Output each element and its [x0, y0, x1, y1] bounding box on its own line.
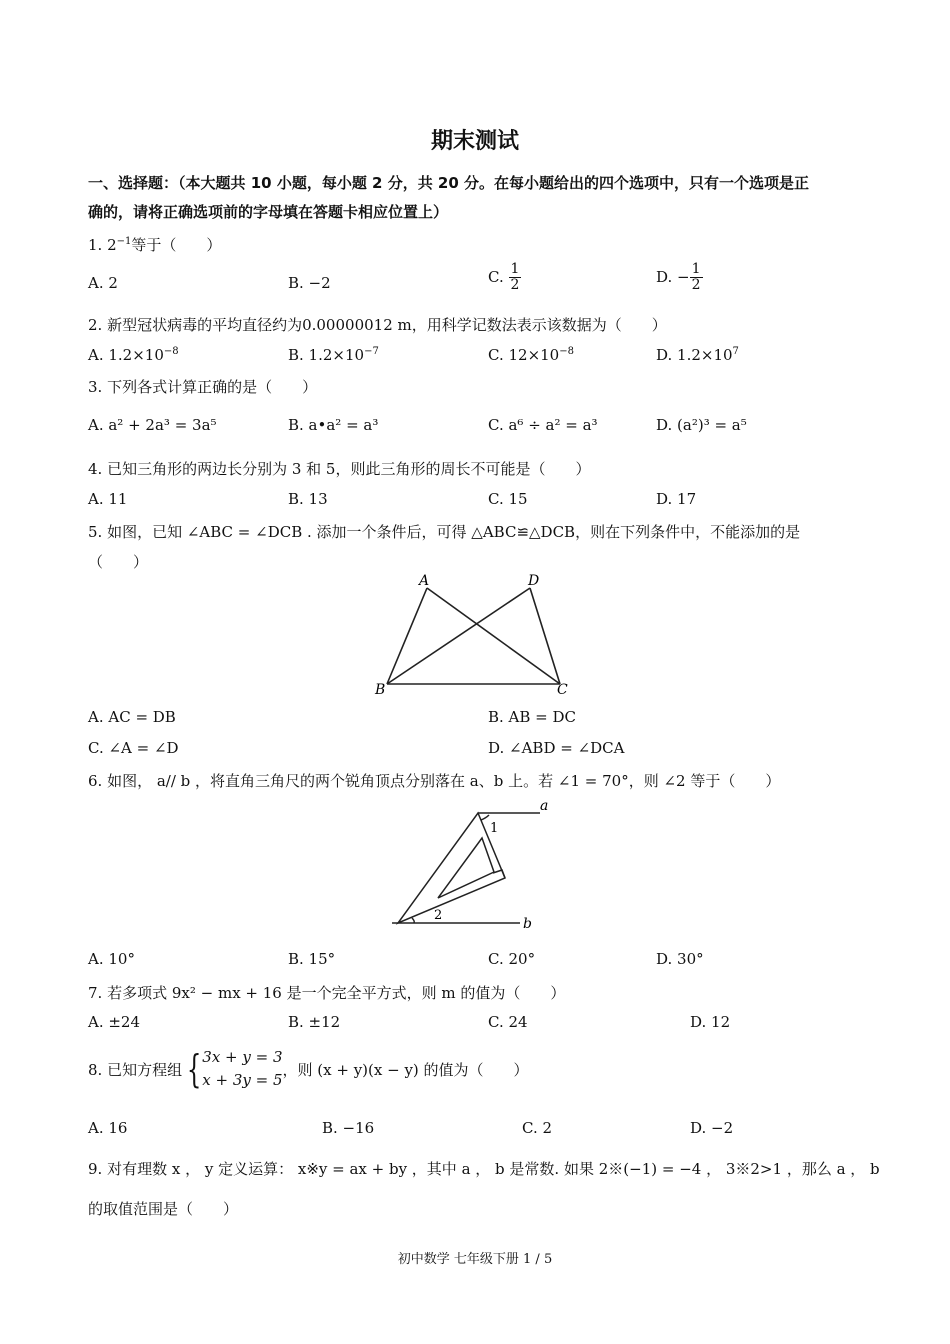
- q4-option-d: D. 17: [656, 490, 697, 508]
- q3-option-b: B. a•a² = a³: [288, 416, 379, 434]
- question-7: 7. 若多项式 9x² − mx + 16 是一个完全平方式，则 m 的值为（ ）: [88, 984, 566, 1002]
- question-9-line2: 的取值范围是（ ）: [88, 1200, 239, 1218]
- equation-1: 3x + y = 3: [202, 1048, 283, 1066]
- q7-option-a: A. ±24: [88, 1013, 141, 1031]
- q8-option-a: A. 16: [88, 1119, 128, 1137]
- page-title: 期末测试: [430, 129, 519, 154]
- equation-system: [202, 1046, 282, 1093]
- triangle-figure-q5: [370, 572, 580, 700]
- q7-option-c: C. 24: [488, 1013, 528, 1031]
- q1-option-c-label: C.: [488, 267, 504, 286]
- q1-suffix: 等于（ ）: [131, 236, 222, 254]
- question-4: 4. 已知三角形的两边长分别为 3 和 5，则此三角形的周长不可能是（ ）: [88, 460, 591, 478]
- q5-option-c: C. ∠A = ∠D: [88, 739, 179, 757]
- line-label-a: a: [540, 798, 549, 814]
- q3-option-a: A. a² + 2a³ = 3a⁵: [88, 416, 217, 434]
- q7-option-d: D. 12: [690, 1013, 731, 1031]
- q1-option-a: A. 2: [88, 274, 118, 292]
- q3-option-d: D. (a²)³ = a⁵: [656, 416, 747, 434]
- q8-option-d: D. −2: [690, 1119, 734, 1137]
- label-B: B: [375, 682, 386, 698]
- q6-option-d: D. 30°: [656, 950, 704, 968]
- q8-suffix: ，则 (x + y)(x − y) 的值为（ ）: [282, 1060, 529, 1079]
- q5-option-a: A. AC = DB: [88, 708, 176, 726]
- q1-option-d-fraction: $\frac{1}{2}$: [691, 261, 701, 294]
- section-instructions-line1: 一、选择题：（本大题共 10 小题，每小题 2 分，共 20 分。在每小题给出的四个选项中，只有一个选项是正: [88, 174, 810, 192]
- q4-option-c: C. 15: [488, 490, 528, 508]
- q4-option-a: A. 11: [88, 490, 128, 508]
- q1-exponent: −1: [116, 236, 132, 247]
- page-footer: 初中数学 七年级下册 1 / 5: [397, 1252, 553, 1267]
- q6-option-c: C. 20°: [488, 950, 536, 968]
- q5-option-d: D. ∠ABD = ∠DCA: [488, 739, 625, 757]
- q1-option-c-fraction: $\frac{1}{2}$: [510, 261, 520, 294]
- question-1: [88, 234, 221, 255]
- system-brace: {: [186, 1047, 202, 1092]
- label-A: A: [419, 573, 430, 589]
- label-D: D: [528, 573, 540, 589]
- angle-label-1: 1: [490, 821, 499, 836]
- q4-option-b: B. 13: [288, 490, 328, 508]
- q7-option-b: B. ±12: [288, 1013, 341, 1031]
- q2-option-c: C. $12\times 10^{-8}$: [488, 346, 574, 364]
- label-C: C: [557, 682, 568, 698]
- q2-option-d: D. $1.2\times 10^7$: [656, 346, 739, 364]
- q2-option-a: A. $1.2\times 10^{-8}$: [88, 346, 179, 364]
- q3-option-c: C. a⁶ ÷ a² = a³: [488, 416, 598, 434]
- set-square-figure-q6: [390, 798, 560, 936]
- question-3: 3. 下列各式计算正确的是（ ）: [88, 378, 318, 396]
- equation-2: x + 3y = 5: [202, 1071, 283, 1090]
- q6-option-a: A. 10°: [88, 950, 135, 968]
- q1-option-d-label: D. −: [656, 267, 690, 286]
- q8-option-b: B. −16: [322, 1119, 375, 1137]
- question-6: 6. 如图， a// b ，将直角三角尺的两个锐角顶点分别落在 a、b 上。若 ∠1 = 70°，则 ∠2 等于（ ）: [88, 772, 781, 790]
- question-5-line1: 5. 如图，已知 ∠ABC = ∠DCB . 添加一个条件后，可得 △ABC≌△DCB，则在下列条件中，不能添加的是: [88, 523, 801, 541]
- q2-option-b: B. $1.2\times 10^{-7}$: [288, 346, 379, 364]
- q6-option-b: B. 15°: [288, 950, 336, 968]
- question-2: 2. 新型冠状病毒的平均直径约为0.00000012 m，用科学记数法表示该数据为（ ）: [88, 316, 667, 334]
- q1-option-b: B. −2: [288, 274, 331, 292]
- q1-option-c: [488, 262, 521, 294]
- q8-prefix: 8. 已知方程组: [88, 1060, 183, 1079]
- q1-option-d: [656, 262, 703, 294]
- question-8: [88, 1046, 529, 1093]
- q1-base: 1. 2: [88, 236, 117, 254]
- angle-label-2: 2: [434, 908, 443, 923]
- q8-option-c: C. 2: [522, 1119, 553, 1137]
- line-label-b: b: [523, 916, 532, 932]
- question-5-line2: （ ）: [88, 553, 149, 571]
- q5-option-b: B. AB = DC: [488, 708, 577, 726]
- section-instructions-line2: 确的，请将正确选项前的字母填在答题卡相应位置上）: [88, 203, 449, 221]
- question-9-line1: 9. 对有理数 x ， y 定义运算： x※y = ax + by ，其中 a ， b 是常数. 如果 2※(−1) = −4 ， 3※2>1 ，那么 a ， b: [88, 1160, 880, 1178]
